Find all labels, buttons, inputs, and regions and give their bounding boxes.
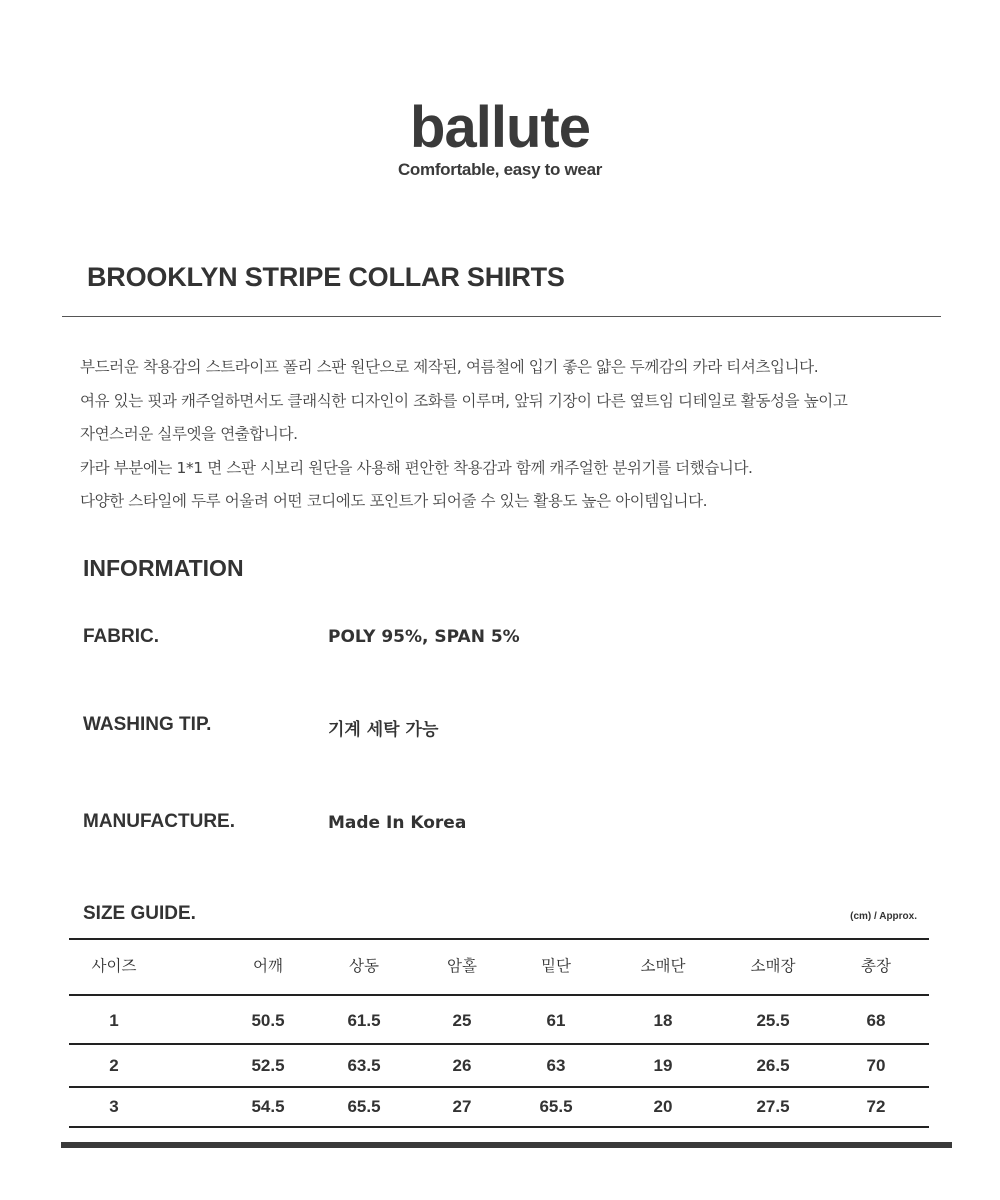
column-header: 어깨 [253,957,283,975]
table-cell: 2 [109,1056,119,1075]
description-line: 카라 부분에는 1*1 면 스판 시보리 원단을 사용해 편안한 착용감과 함께 캐주얼한 분위기를 더했습니다. [80,458,753,477]
table-cell: 25.5 [756,1011,790,1030]
description-line: 여유 있는 핏과 캐주얼하면서도 클래식한 디자인이 조화를 이루며, 앞뒤 기장이 다른 옆트임 디테일로 활동성을 높이고 [80,391,848,410]
column-header: 소매장 [750,957,796,975]
table-cell: 72 [866,1097,886,1116]
description-line: 부드러운 착용감의 스트라이프 폴리 스판 원단으로 제작된, 여름철에 입기 좋은 얇은 두께감의 카라 티셔츠입니다. [80,358,819,376]
table-row [69,1043,929,1086]
column-header: 상동 [349,957,379,975]
description-line: 자연스러운 실루엣을 연출합니다. [80,425,298,443]
size-guide-heading: SIZE GUIDE. [83,903,196,924]
product-title: BROOKLYN STRIPE COLLAR SHIRTS [87,262,565,292]
size-table-header [69,938,929,994]
table-cell: 63 [546,1056,566,1075]
table-cell: 70 [866,1056,886,1075]
table-cell: 52.5 [251,1056,285,1075]
table-cell: 25 [452,1011,472,1030]
table-cell: 50.5 [251,1011,285,1030]
column-header: 소매단 [640,957,686,975]
table-cell: 3 [109,1097,119,1116]
fabric-label: FABRIC. [83,626,159,647]
manufacture-value: Made In Korea [328,813,467,833]
table-cell: 27.5 [756,1097,790,1116]
washing-tip-value: 기계 세탁 가능 [328,720,439,740]
table-cell: 68 [866,1011,886,1030]
table-cell: 27 [452,1097,472,1116]
fabric-value: POLY 95%, SPAN 5% [328,627,520,647]
table-row [69,994,929,1043]
table-cell: 65.5 [539,1097,573,1116]
table-cell: 65.5 [347,1097,381,1116]
table-cell: 1 [109,1011,119,1030]
table-cell: 61.5 [347,1011,381,1030]
table-cell: 20 [653,1097,673,1116]
title-divider [62,316,941,317]
column-header: 밑단 [541,957,571,975]
column-header: 총장 [861,957,891,975]
table-cell: 26.5 [756,1056,790,1075]
table-cell: 26 [452,1056,472,1075]
brand-name: ballute [410,95,590,160]
brand-logo [0,96,1000,180]
washing-tip-label: WASHING TIP. [83,714,212,735]
manufacture-label: MANUFACTURE. [83,811,235,832]
table-cell: 19 [653,1056,673,1075]
description-line: 다양한 스타일에 두루 어울려 어떤 코디에도 포인트가 되어줄 수 있는 활용도 높은 아이템입니다. [80,492,708,510]
column-header: 사이즈 [91,957,137,975]
table-cell: 54.5 [251,1097,285,1116]
size-table [69,938,929,1128]
column-header: 암홀 [447,957,477,975]
bottom-divider [61,1142,952,1148]
brand-tagline: Comfortable, easy to wear [397,160,603,179]
product-description [80,351,960,519]
table-cell: 18 [653,1011,673,1030]
information-heading: INFORMATION [83,555,244,581]
table-row [69,1086,929,1128]
table-cell: 61 [546,1011,566,1030]
size-guide-unit-note: (cm) / Approx. [850,911,917,922]
table-cell: 63.5 [347,1056,381,1075]
